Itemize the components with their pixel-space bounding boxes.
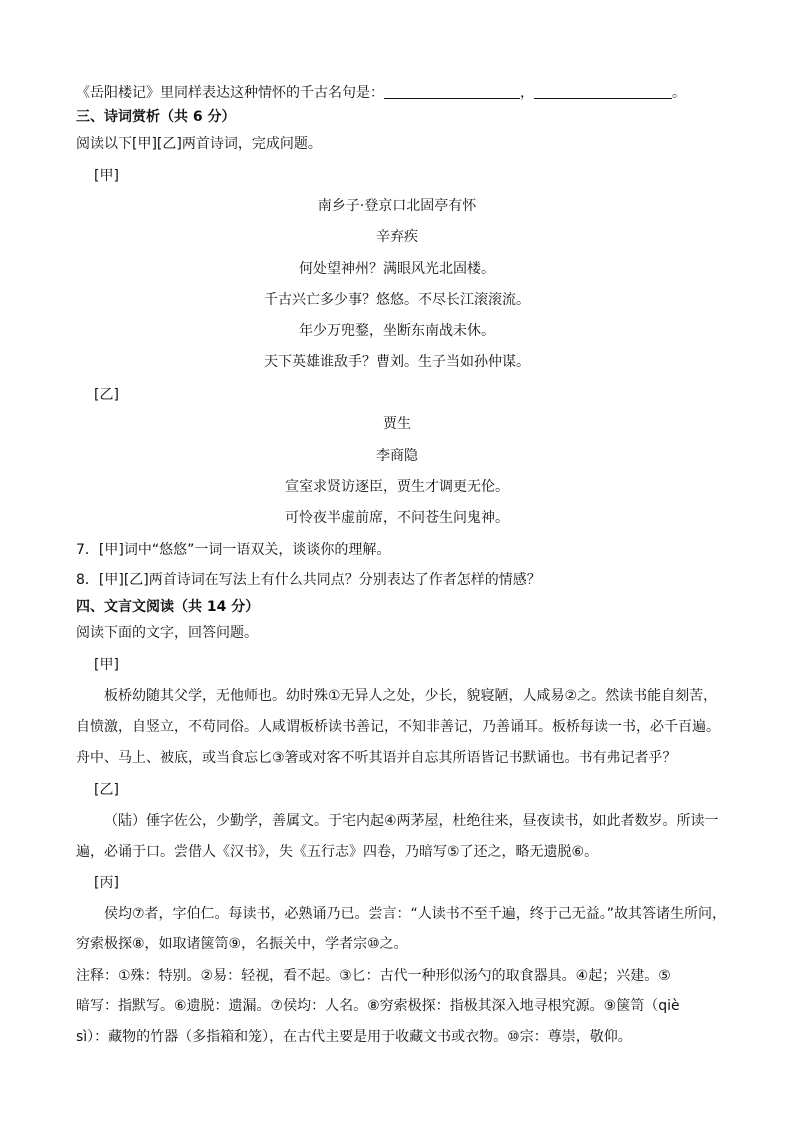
text-a-line: 板桥幼随其父学，无他师也。幼时殊①无异人之处，少长，貌寝陋，人咸易②之。然读书能自刻苦， <box>104 688 718 704</box>
poem-a-line: 千古兴亡多少事？悠悠。不尽长江滚滚流。 <box>264 292 530 308</box>
poem-b-author: 李商隐 <box>376 448 418 464</box>
poem-b-line: 宣室求贤访逐臣，贾生才调更无伦。 <box>285 479 509 495</box>
text-a-tag: [甲] <box>94 657 119 673</box>
poem-a-tag: [甲] <box>94 168 119 184</box>
poem-a-line: 天下英雄谁敌手？曹刘。生子当如孙仲谋。 <box>264 354 530 370</box>
text-c-tag: [丙] <box>94 875 119 891</box>
text-c-line: 侯均⑦者，字伯仁。每读书，必熟诵乃已。尝言：“人读书不至千遍，终于己无益。”故其答诸生所问， <box>104 906 727 922</box>
text-b-tag: [乙] <box>94 782 119 798</box>
text-b-line: （陆）倕字佐公，少勤学，善属文。于宅内起④两茅屋，杜绝往来，昼夜读书，如此者数岁。所读一 <box>104 813 719 829</box>
text-a-line: 自愤激，自竖立，不苟同俗。人咸谓板桥读书善记，不知非善记，乃善诵耳。板桥每读一书，必千百遍。 <box>76 719 720 735</box>
question-8: 8．[甲][乙]两首诗词在写法上有什么共同点？分别表达了作者怎样的情感？ <box>76 572 541 588</box>
text-b-line: 遍，必诵于口。尝借人《汉书》，失《五行志》四卷，乃暗写⑤了还之，略无遗脱⑥。 <box>76 844 599 860</box>
q6-separator: ， <box>520 85 534 101</box>
text-a-line: 舟中、马上、被底，或当食忘匕③箸或对客不听其语并自忘其所语皆记书默诵也。书有弗记者乎？ <box>76 750 677 766</box>
notes-line: 暗写：指默写。⑥遗脱：遗漏。⑦侯均：人名。⑧穷索极探：指极其深入地寻根究源。⑨箧笥（qiè <box>76 998 680 1014</box>
poem-b-tag: [乙] <box>94 387 119 403</box>
section3-heading: 三、诗词赏析（共 6 分） <box>76 109 236 125</box>
poem-a-title: 南乡子·登京口北固亭有怀 <box>317 198 477 214</box>
poem-b-title: 贾生 <box>383 416 411 432</box>
q6-end: 。 <box>672 85 686 101</box>
notes-line: 注释：①殊：特别。②易：轻视，看不起。③匕：古代一种形似汤勺的取食器具。④起；兴建。⑤ <box>76 968 671 984</box>
section3-intro: 阅读以下[甲][乙]两首诗词，完成问题。 <box>76 136 322 152</box>
q6-fill-line <box>76 83 686 103</box>
notes-line: sì）：藏物的竹器（多指箱和笼），在古代主要是用于收藏文书或衣物。⑩宗：尊崇，敬仰。 <box>76 1029 632 1045</box>
poem-a-author: 辛弃疾 <box>376 229 418 245</box>
poem-a-line: 何处望神州？满眼风光北固楼。 <box>299 261 495 277</box>
poem-b-line: 可怜夜半虚前席，不问苍生问鬼神。 <box>285 510 509 526</box>
text-c-line: 穷索极探⑧，如取诸箧笥⑨，名振关中，学者宗⑩之。 <box>76 936 408 952</box>
section4-heading: 四、文言文阅读（共 14 分） <box>76 599 260 615</box>
q6-prefix: 《岳阳楼记》里同样表达这种情怀的千古名句是： <box>76 85 384 101</box>
answer-blank-1[interactable] <box>384 84 520 99</box>
question-7: 7．[甲]词中“悠悠”一词一语双关，谈谈你的理解。 <box>76 542 391 558</box>
answer-blank-2[interactable] <box>534 84 672 99</box>
section4-intro: 阅读下面的文字，回答问题。 <box>76 625 258 641</box>
poem-a-line: 年少万兜鍪，坐断东南战未休。 <box>299 323 495 339</box>
